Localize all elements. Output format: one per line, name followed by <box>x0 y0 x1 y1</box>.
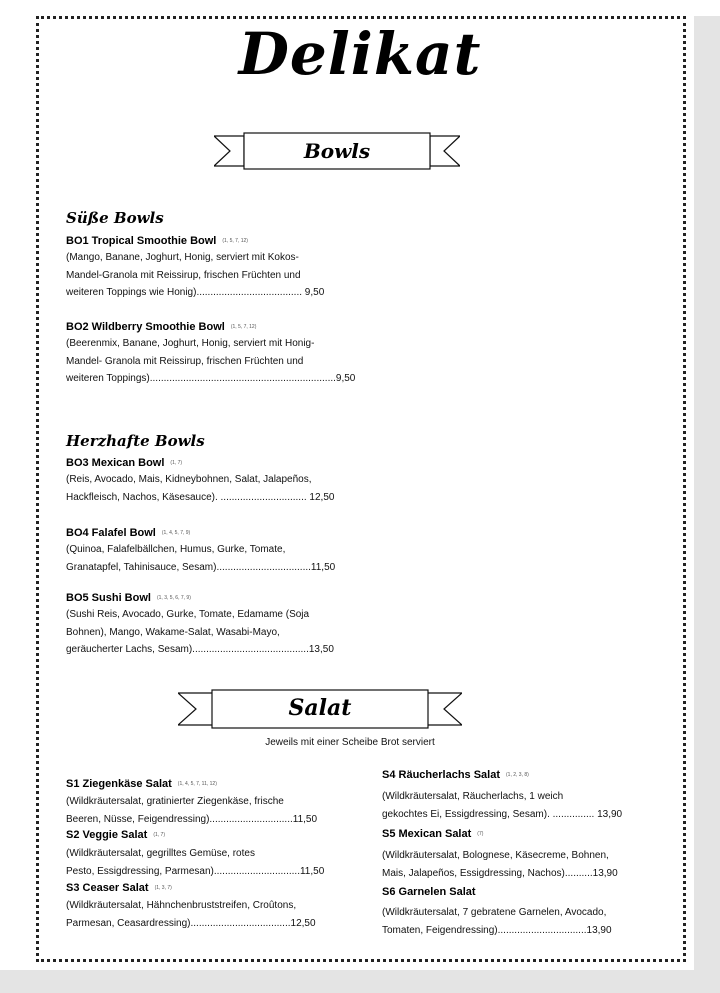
menu-item-description: (Reis, Avocado, Mais, Kidneybohnen, Salat, Jalapeños, Hackfleisch, Nachos, Käsesauce). ............................... 12,50 <box>66 474 335 503</box>
menu-item-name: BO3 Mexican Bowl (1, 7) <box>66 457 183 469</box>
salat-banner <box>178 689 462 729</box>
menu-item-name: S3 Ceaser Salat (1, 3, 7) <box>66 882 172 894</box>
menu-item-description: (Wildkräutersalat, Bolognese, Käsecreme, Bohnen, Mais, Jalapeños, Essigdressing, Nachos)..........13,90 <box>382 850 618 879</box>
menu-item-description: (Wildkräutersalat, Hähnchenbruststreifen, Croûtons, Parmesan, Ceasardressing)....................................12,50 <box>66 900 316 929</box>
salat-banner-label: Salat <box>288 695 352 721</box>
category-sweet-bowls: Süße Bowls <box>66 209 164 227</box>
menu-item-name: S5 Mexican Salat (7) <box>382 828 484 840</box>
menu-item-name: S1 Ziegenkäse Salat (1, 4, 5, 7, 11, 12) <box>66 778 217 790</box>
menu-item-name: S4 Räucherlachs Salat (1, 2, 3, 8) <box>382 769 529 781</box>
menu-item-description: (Wildkräutersalat, Räucherlachs, 1 weich gekochtes Ei, Essigdressing, Sesam). ............... 13,90 <box>382 791 623 820</box>
menu-item-description: (Wildkräutersalat, gegrilltes Gemüse, rotes Pesto, Essigdressing, Parmesan)...............................11,50 <box>66 848 325 877</box>
menu-item-description: (Beerenmix, Banane, Joghurt, Honig, serviert mit Honig- Mandel- Granola mit Reissirup, frischen Früchten und weiteren Toppings)...................................................................9,50 <box>66 338 356 384</box>
menu-item-name: BO2 Wildberry Smoothie Bowl (1, 5, 7, 12) <box>66 321 257 333</box>
menu-item-description: (Quinoa, Falafelbällchen, Humus, Gurke, Tomate, Granatapfel, Tahinisauce, Sesam)..................................11,50 <box>66 544 336 573</box>
page-shadow-right <box>694 16 720 993</box>
menu-item-description: (Sushi Reis, Avocado, Gurke, Tomate, Edamame (Soja Bohnen), Mango, Wakame-Salat, Wasabi-Mayo, geräucherter Lachs, Sesam)..........................................13,50 <box>66 609 334 655</box>
category-hearty-bowls: Herzhafte Bowls <box>66 432 205 450</box>
menu-item-description: (Wildkräutersalat, gratinierter Ziegenkäse, frische Beeren, Nüsse, Feigendressing)..............................11,50 <box>66 796 318 825</box>
menu-item-name: S6 Garnelen Salat <box>382 886 476 898</box>
restaurant-title: Delikat <box>238 20 482 88</box>
page-shadow-bottom <box>0 970 720 993</box>
menu-item-name: BO5 Sushi Bowl (1, 3, 5, 6, 7, 9) <box>66 592 191 604</box>
bowls-banner-label: Bowls <box>303 139 371 163</box>
menu-item-name: BO1 Tropical Smoothie Bowl (1, 5, 7, 12) <box>66 235 248 247</box>
menu-item-description: (Wildkräutersalat, 7 gebratene Garnelen, Avocado, Tomaten, Feigendressing)................................13,90 <box>382 907 612 936</box>
salat-subtitle: Jeweils mit einer Scheibe Brot serviert <box>265 737 435 748</box>
menu-item-name: S2 Veggie Salat (1, 7) <box>66 829 165 841</box>
menu-item-description: (Mango, Banane, Joghurt, Honig, serviert mit Kokos- Mandel-Granola mit Reissirup, frischen Früchten und weiteren Toppings wie Honig)...................................... 9,50 <box>66 252 325 298</box>
bowls-banner <box>214 132 460 170</box>
menu-item-name: BO4 Falafel Bowl (1, 4, 5, 7, 9) <box>66 527 191 539</box>
